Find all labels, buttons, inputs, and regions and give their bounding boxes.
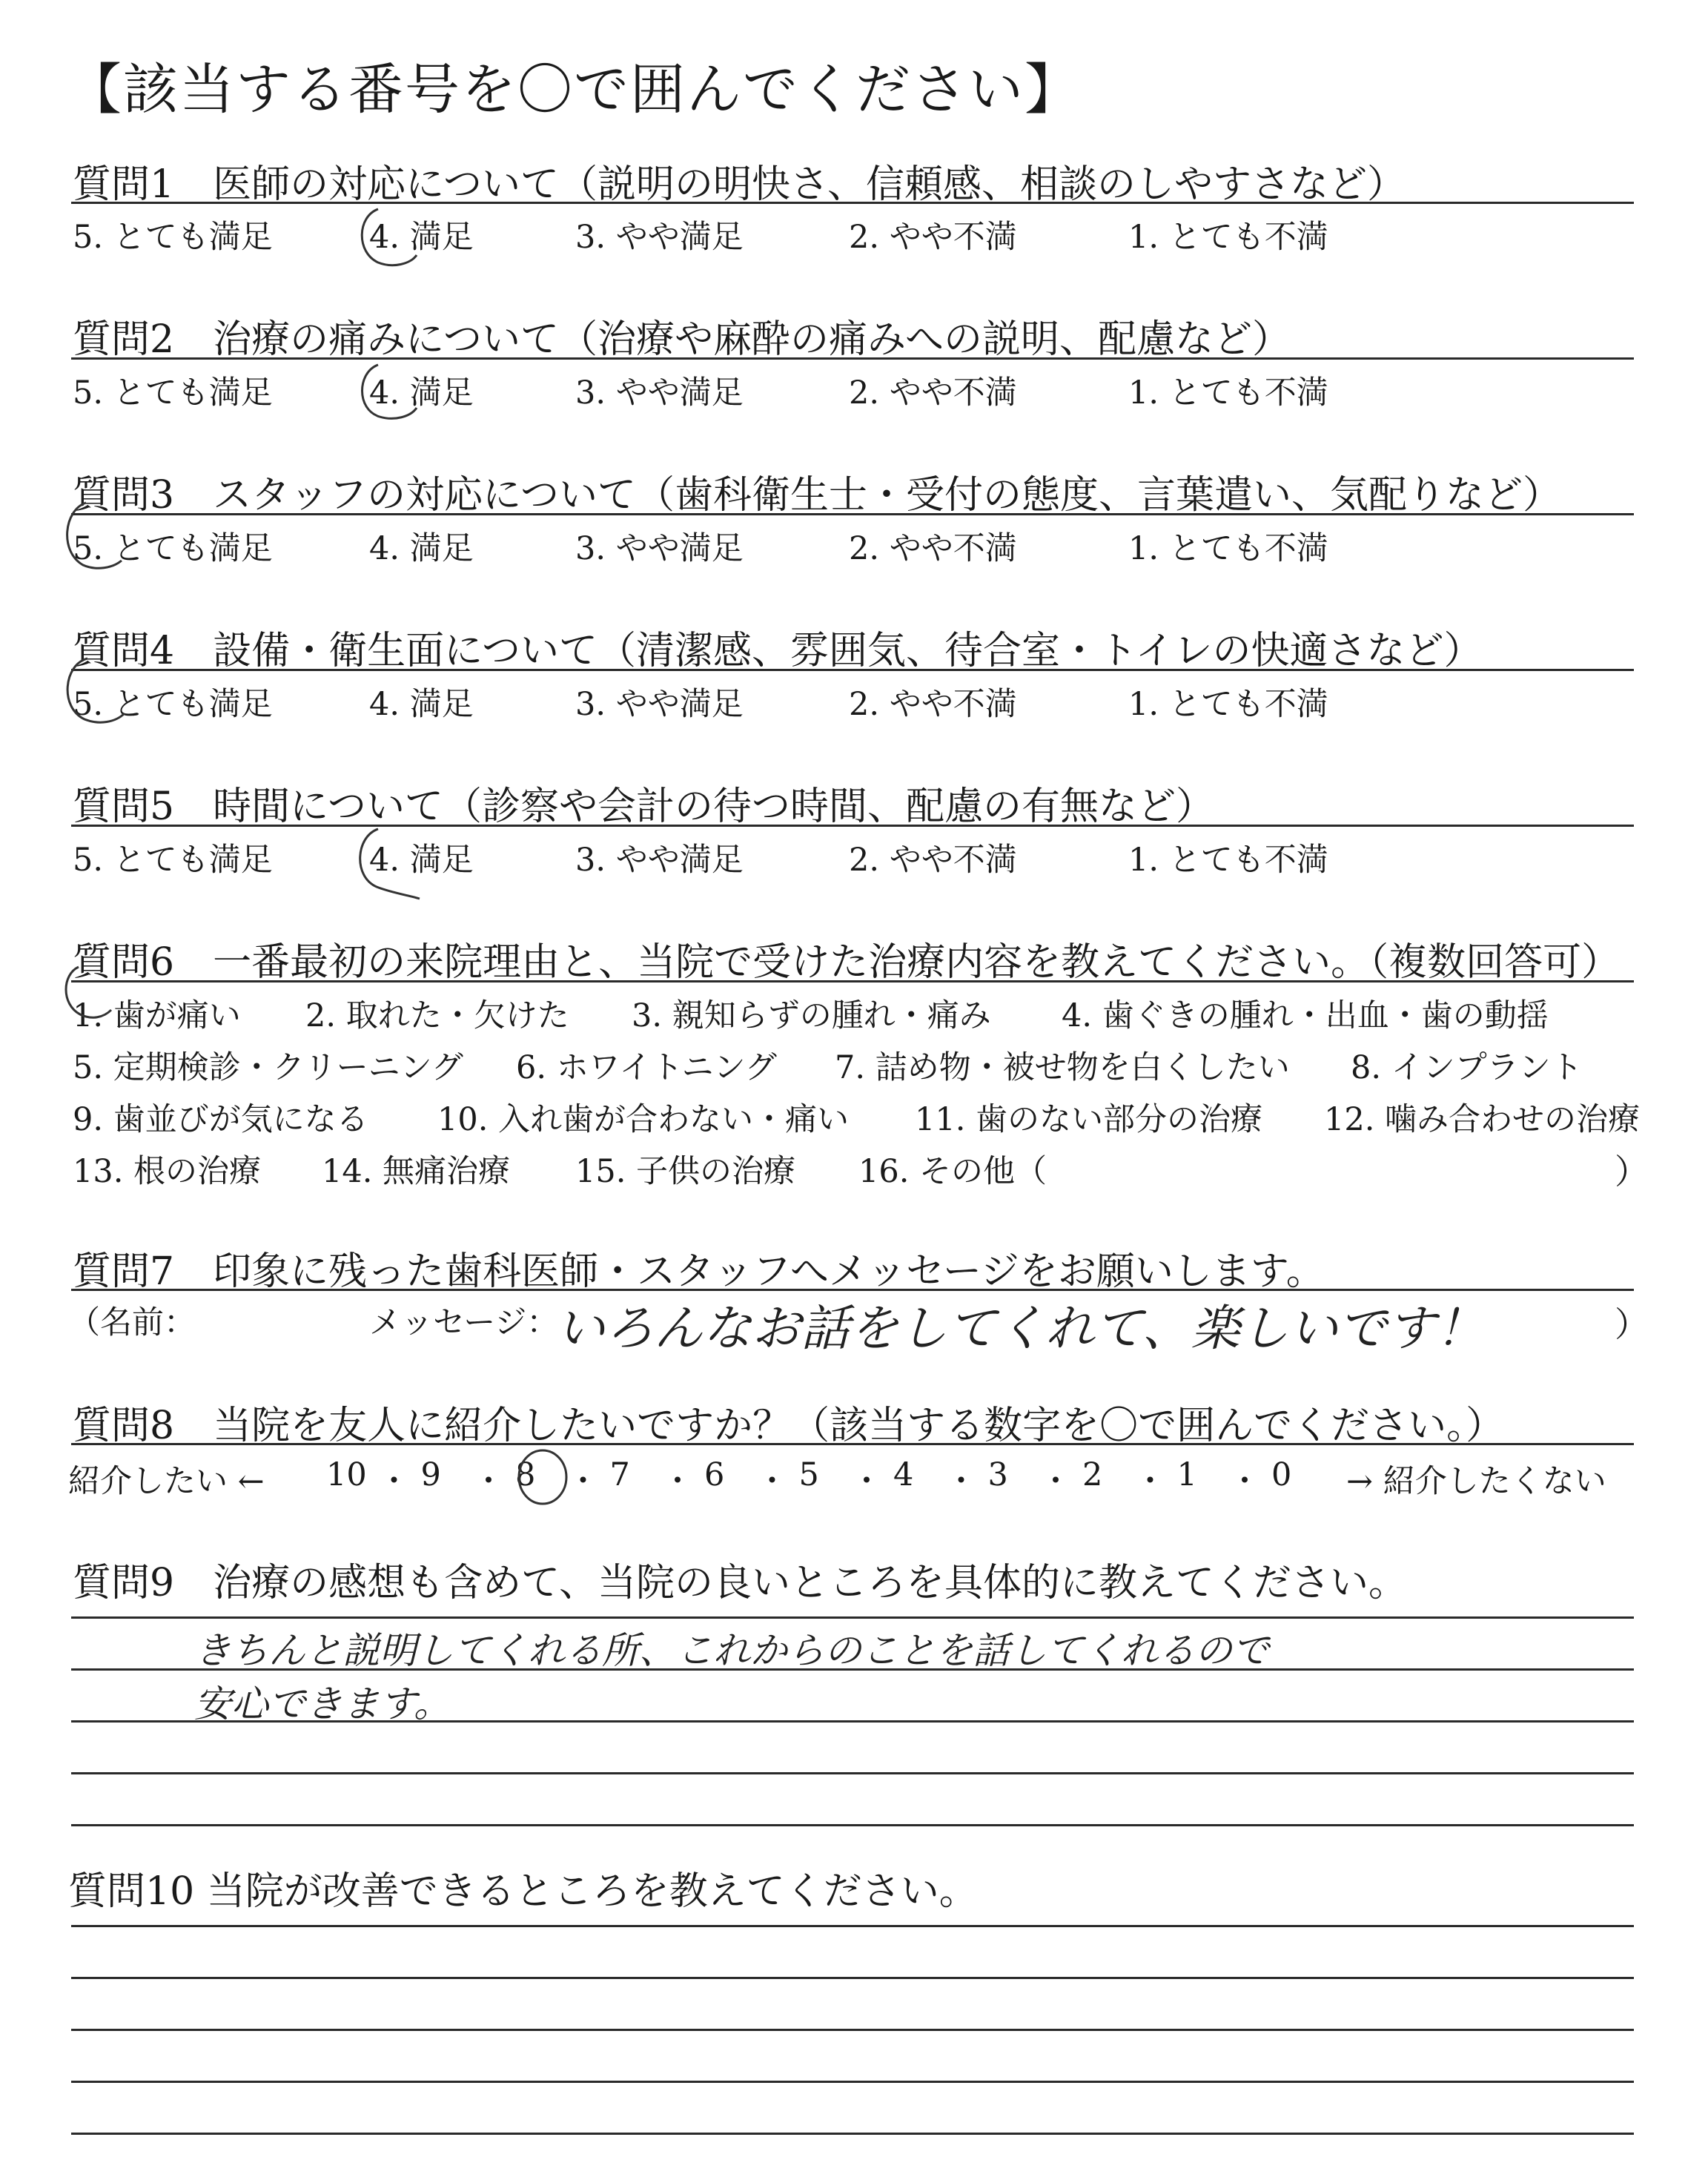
q5-option-5[interactable]: 5. とても満足 — [73, 842, 273, 879]
q4-selection-circle — [53, 651, 142, 733]
q1-option-3[interactable]: 3. やや満足 — [575, 219, 744, 256]
q8-left-label: 紹介したい ← — [68, 1463, 265, 1500]
question-2-rule — [71, 357, 1634, 360]
question-10-title: 質問10 当院が改善できるところを教えてください。 — [68, 1869, 978, 1914]
question-4-title: 質問4 設備・衛生面について（清潔感、雰囲気、待合室・トイレの快適さなど） — [73, 629, 1483, 673]
q9-answer-line-1[interactable]: きちんと説明してくれる所、これからのことを話してくれるので — [194, 1629, 1269, 1672]
question-1-rule — [71, 202, 1634, 204]
q6-selection-circle — [58, 961, 125, 1028]
q6-option-5[interactable]: 5. 定期検診・クリーニング — [73, 1049, 463, 1086]
q2-option-4[interactable]: 4. 満足 — [369, 374, 474, 412]
q10-line-1 — [71, 1925, 1634, 1927]
q8-scale-6[interactable]: 6 — [704, 1456, 725, 1493]
q5-option-1[interactable]: 1. とても不満 — [1128, 842, 1328, 879]
q4-option-4[interactable]: 4. 満足 — [369, 686, 474, 723]
q8-scale-separator: ・ — [1228, 1463, 1261, 1500]
q4-option-3[interactable]: 3. やや満足 — [575, 686, 744, 723]
q5-selection-circle — [347, 822, 436, 905]
q3-option-1[interactable]: 1. とても不満 — [1128, 530, 1328, 567]
q5-option-4[interactable]: 4. 満足 — [369, 842, 474, 879]
q8-scale-7[interactable]: 7 — [609, 1456, 630, 1493]
q1-selection-circle — [348, 200, 430, 274]
q7-name-label: （名前： — [68, 1304, 196, 1341]
q8-scale-separator: ・ — [567, 1463, 599, 1500]
q6-option-6[interactable]: 6. ホワイトニング — [516, 1049, 777, 1086]
q6-option-13[interactable]: 13. 根の治療 — [73, 1153, 262, 1190]
q4-option-2[interactable]: 2. やや不満 — [849, 686, 1017, 723]
question-5-rule — [71, 825, 1634, 827]
q7-close-paren: ） — [1615, 1304, 1649, 1344]
q6-option-1[interactable]: 1. 歯が痛い — [73, 997, 241, 1034]
q6-option-12[interactable]: 12. 噛み合わせの治療 — [1324, 1101, 1641, 1138]
question-5-title: 質問5 時間について（診察や会計の待つ時間、配慮の有無など） — [73, 785, 1215, 829]
question-3-title: 質問3 スタッフの対応について（歯科衛生士・受付の態度、言葉遣い、気配りなど） — [73, 473, 1562, 518]
q8-scale-separator: ・ — [472, 1463, 505, 1500]
question-8-title: 質問8 当院を友人に紹介したいですか？（該当する数字を〇で囲んでください。） — [73, 1404, 1505, 1448]
q2-option-5[interactable]: 5. とても満足 — [73, 374, 273, 412]
q6-option-4[interactable]: 4. 歯ぐきの腫れ・出血・歯の動揺 — [1062, 997, 1549, 1034]
q9-answer-line-2[interactable]: 安心できます。 — [194, 1682, 451, 1725]
q7-message-handwriting[interactable]: いろんなお話をしてくれて、楽しいです！ — [556, 1300, 1485, 1357]
q6-option-2[interactable]: 2. 取れた・欠けた — [305, 997, 569, 1034]
page-title: 【該当する番号を〇で囲んでください】 — [67, 58, 1081, 122]
q5-option-2[interactable]: 2. やや不満 — [849, 842, 1017, 879]
q3-option-2[interactable]: 2. やや不満 — [849, 530, 1017, 567]
q8-scale-separator: ・ — [945, 1463, 977, 1500]
question-3-rule — [71, 513, 1634, 515]
q6-option-9[interactable]: 9. 歯並びが気になる — [73, 1101, 368, 1138]
q6-option-8[interactable]: 8. インプラント — [1351, 1049, 1583, 1086]
q8-scale-separator: ・ — [1039, 1463, 1072, 1500]
q5-option-3[interactable]: 3. やや満足 — [575, 842, 744, 879]
q8-selection-circle — [510, 1446, 577, 1513]
q6-option-15[interactable]: 15. 子供の治療 — [575, 1153, 796, 1190]
q10-line-3 — [71, 2029, 1634, 2031]
q6-other-close-paren: ） — [1615, 1152, 1649, 1192]
q8-scale-separator: ・ — [850, 1463, 883, 1500]
q8-scale-separator: ・ — [756, 1463, 788, 1500]
question-8-rule — [71, 1443, 1634, 1445]
q4-option-1[interactable]: 1. とても不満 — [1128, 686, 1328, 723]
question-9-title: 質問9 治療の感想も含めて、当院の良いところを具体的に教えてください。 — [73, 1561, 1408, 1605]
question-6-rule — [71, 980, 1634, 982]
q8-scale-9[interactable]: 9 — [420, 1456, 441, 1493]
q4-option-5[interactable]: 5. とても満足 — [73, 686, 273, 723]
question-6-title: 質問6 一番最初の来院理由と、当院で受けた治療内容を教えてください。（複数回答可） — [73, 940, 1621, 985]
q9-line-1 — [71, 1616, 1634, 1619]
q7-message-label: メッセージ： — [369, 1304, 559, 1341]
q8-right-label: → 紹介したくない — [1346, 1463, 1606, 1500]
q8-scale-separator: ・ — [1134, 1463, 1166, 1500]
q8-scale-4[interactable]: 4 — [893, 1456, 914, 1493]
question-7-title: 質問7 印象に残った歯科医師・スタッフへメッセージをお願いします。 — [73, 1249, 1325, 1294]
q10-line-2 — [71, 1977, 1634, 1979]
q3-selection-circle — [53, 495, 135, 577]
q2-option-2[interactable]: 2. やや不満 — [849, 374, 1017, 412]
q6-option-10[interactable]: 10. 入れ歯が合わない・痛い — [437, 1101, 850, 1138]
q2-option-3[interactable]: 3. やや満足 — [575, 374, 744, 412]
q8-scale-3[interactable]: 3 — [987, 1456, 1008, 1493]
question-4-rule — [71, 669, 1634, 671]
q8-scale-2[interactable]: 2 — [1082, 1456, 1103, 1493]
q1-option-4[interactable]: 4. 満足 — [369, 219, 474, 256]
q6-option-16[interactable]: 16. その他（ — [858, 1153, 1047, 1190]
q1-option-2[interactable]: 2. やや不満 — [849, 219, 1017, 256]
q8-scale-separator: ・ — [378, 1463, 410, 1500]
q8-scale-1[interactable]: 1 — [1176, 1456, 1197, 1493]
question-1-title: 質問1 医師の対応について（説明の明快さ、信頼感、相談のしやすさなど） — [73, 162, 1406, 207]
q9-line-5 — [71, 1824, 1634, 1826]
q3-option-4[interactable]: 4. 満足 — [369, 530, 474, 567]
q1-option-1[interactable]: 1. とても不満 — [1128, 219, 1328, 256]
q8-scale-separator: ・ — [661, 1463, 694, 1500]
q6-option-14[interactable]: 14. 無痛治療 — [322, 1153, 511, 1190]
q8-scale-10[interactable]: 10 — [326, 1456, 367, 1493]
q8-scale-5[interactable]: 5 — [798, 1456, 819, 1493]
q6-option-3[interactable]: 3. 親知らずの腫れ・痛み — [632, 997, 991, 1034]
q3-option-5[interactable]: 5. とても満足 — [73, 530, 273, 567]
q2-selection-circle — [348, 356, 430, 430]
q8-scale-0[interactable]: 0 — [1271, 1456, 1292, 1493]
q1-option-5[interactable]: 5. とても満足 — [73, 219, 273, 256]
q2-option-1[interactable]: 1. とても不満 — [1128, 374, 1328, 412]
q6-option-7[interactable]: 7. 詰め物・被せ物を白くしたい — [835, 1049, 1290, 1086]
question-2-title: 質問2 治療の痛みについて（治療や麻酔の痛みへの説明、配慮など） — [73, 317, 1291, 362]
q6-option-11[interactable]: 11. 歯のない部分の治療 — [915, 1101, 1263, 1138]
q9-line-4 — [71, 1772, 1634, 1774]
q8-scale-8[interactable]: 8 — [515, 1456, 536, 1493]
q3-option-3[interactable]: 3. やや満足 — [575, 530, 744, 567]
q10-line-5 — [71, 2133, 1634, 2135]
q10-line-4 — [71, 2081, 1634, 2083]
